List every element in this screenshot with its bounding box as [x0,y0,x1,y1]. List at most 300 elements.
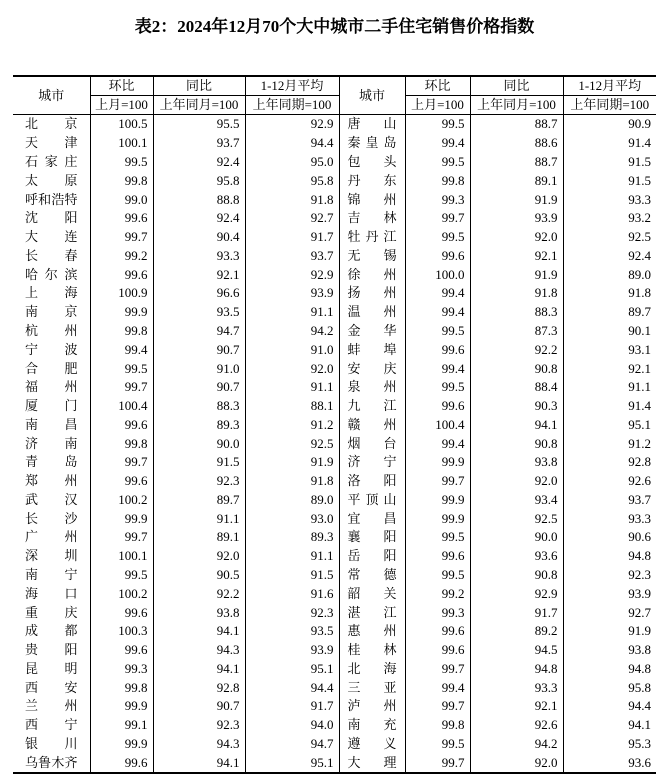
city-label: 天津 [25,135,78,151]
mom-value-left: 100.4 [90,396,153,415]
mom-value-right: 99.5 [405,152,470,171]
city-label: 湛江 [347,604,397,620]
yoy-value-right: 93.3 [470,678,563,697]
table-row [13,415,656,434]
yoy-value-right: 88.3 [470,302,563,321]
mom-value-right: 99.3 [405,603,470,622]
avg-value-left: 92.3 [245,603,339,622]
city-name-left [13,453,90,472]
table-row [13,377,656,396]
city-label: 扬州 [347,285,397,301]
city-name-right [339,434,405,453]
yoy-value-left: 92.8 [153,678,245,697]
city-name-left [13,621,90,640]
city-name-right [339,490,405,509]
avg-value-left: 91.0 [245,340,339,359]
table-row [13,321,656,340]
yoy-value-right: 91.8 [470,284,563,303]
yoy-value-left: 92.3 [153,471,245,490]
yoy-value-left: 90.7 [153,377,245,396]
yoy-value-right: 90.8 [470,434,563,453]
mom-value-right: 100.0 [405,265,470,284]
city-label: 济南 [25,435,78,451]
yoy-value-left: 88.3 [153,396,245,415]
mom-value-left: 100.9 [90,284,153,303]
yoy-value-right: 92.0 [470,227,563,246]
yoy-value-left: 93.7 [153,133,245,152]
city-label: 沈阳 [25,210,78,226]
city-name-right [339,678,405,697]
city-label: 南充 [347,717,397,733]
mom-value-left: 99.8 [90,171,153,190]
mom-value-left: 99.2 [90,246,153,265]
avg-value-left: 91.7 [245,696,339,715]
yoy-value-left: 92.0 [153,546,245,565]
yoy-value-right: 90.8 [470,565,563,584]
city-name-right [339,265,405,284]
city-name-right [339,603,405,622]
city-label: 杭州 [25,323,78,339]
table-row [13,490,656,509]
city-label: 赣州 [347,416,397,432]
yoy-value-left: 94.1 [153,621,245,640]
mom-value-left: 99.5 [90,152,153,171]
avg-value-right: 91.5 [563,152,656,171]
city-name-right [339,171,405,190]
avg-value-left: 95.0 [245,152,339,171]
avg-value-left: 93.0 [245,509,339,528]
header-mom-left: 环比 [90,76,153,95]
city-name-left [13,490,90,509]
table-row [13,302,656,321]
avg-value-right: 92.7 [563,603,656,622]
yoy-value-right: 90.8 [470,359,563,378]
city-name-left [13,471,90,490]
city-label: 长沙 [25,510,78,526]
avg-value-right: 93.2 [563,209,656,228]
avg-value-right: 95.1 [563,415,656,434]
city-name-left [13,171,90,190]
table-row [13,152,656,171]
city-name-right [339,621,405,640]
city-label: 泸州 [347,698,397,714]
table-row [13,659,656,678]
yoy-value-right: 94.2 [470,734,563,753]
city-label: 徐州 [347,266,397,282]
mom-value-right: 99.5 [405,321,470,340]
city-label: 洛阳 [347,473,397,489]
table-row [13,509,656,528]
mom-value-left: 99.9 [90,302,153,321]
city-name-right [339,659,405,678]
mom-value-right: 99.5 [405,114,470,133]
avg-value-right: 91.9 [563,621,656,640]
avg-value-left: 93.5 [245,621,339,640]
avg-value-left: 92.5 [245,434,339,453]
city-label: 无锡 [347,247,397,263]
yoy-value-right: 88.7 [470,114,563,133]
city-label: 郑州 [25,473,78,489]
table-row [13,359,656,378]
yoy-value-left: 89.1 [153,528,245,547]
city-name-left [13,114,90,133]
mom-value-left: 99.4 [90,340,153,359]
city-name-left [13,528,90,547]
city-name-left [13,284,90,303]
avg-value-right: 94.8 [563,546,656,565]
city-label: 重庆 [25,604,78,620]
mom-value-right: 100.4 [405,415,470,434]
city-label: 西安 [25,679,78,695]
mom-value-left: 100.1 [90,133,153,152]
yoy-value-right: 93.6 [470,546,563,565]
avg-value-right: 92.4 [563,246,656,265]
city-label: 广州 [25,529,78,545]
city-label: 北京 [25,116,78,132]
city-label: 太原 [25,172,78,188]
city-label: 成都 [25,623,78,639]
avg-value-right: 92.8 [563,453,656,472]
city-label: 韶关 [347,585,397,601]
avg-value-left: 94.7 [245,734,339,753]
avg-value-left: 91.5 [245,565,339,584]
yoy-value-right: 94.5 [470,640,563,659]
city-label: 岳阳 [347,548,397,564]
mom-value-left: 99.6 [90,415,153,434]
yoy-value-right: 93.9 [470,209,563,228]
city-name-right [339,377,405,396]
mom-value-right: 99.5 [405,377,470,396]
mom-value-left: 99.7 [90,227,153,246]
city-name-right [339,415,405,434]
header-avg-left: 1-12月平均 [245,76,339,95]
avg-value-right: 92.5 [563,227,656,246]
city-label: 包头 [347,154,397,170]
city-name-left [13,209,90,228]
yoy-value-right: 92.0 [470,753,563,773]
city-name-left [13,696,90,715]
mom-value-right: 99.2 [405,584,470,603]
table-row [13,734,656,753]
yoy-value-right: 93.4 [470,490,563,509]
mom-value-right: 99.6 [405,640,470,659]
yoy-value-right: 92.0 [470,471,563,490]
mom-value-right: 99.4 [405,359,470,378]
avg-value-left: 92.9 [245,114,339,133]
city-name-right [339,471,405,490]
city-name-right [339,114,405,133]
city-label: 银川 [25,735,78,751]
mom-value-right: 99.8 [405,171,470,190]
yoy-value-left: 94.3 [153,734,245,753]
avg-value-left: 89.3 [245,528,339,547]
city-label: 大理 [347,754,397,770]
mom-value-left: 99.6 [90,471,153,490]
city-name-left [13,603,90,622]
avg-value-left: 93.9 [245,640,339,659]
city-label: 福州 [25,379,78,395]
city-label: 昆明 [25,660,78,676]
city-name-right [339,509,405,528]
city-name-left [13,753,90,773]
yoy-value-right: 92.2 [470,340,563,359]
mom-value-right: 99.6 [405,396,470,415]
avg-value-left: 93.7 [245,246,339,265]
avg-value-left: 88.1 [245,396,339,415]
header-city-left: 城市 [13,76,90,114]
mom-value-left: 100.1 [90,546,153,565]
avg-value-right: 91.8 [563,284,656,303]
mom-value-left: 100.3 [90,621,153,640]
yoy-value-left: 90.5 [153,565,245,584]
yoy-value-left: 91.5 [153,453,245,472]
mom-value-right: 99.6 [405,546,470,565]
mom-value-left: 99.7 [90,528,153,547]
mom-value-right: 99.7 [405,753,470,773]
avg-value-left: 91.9 [245,453,339,472]
city-label: 烟台 [347,435,397,451]
avg-value-right: 91.4 [563,396,656,415]
city-label: 丹东 [347,172,397,188]
avg-value-right: 91.4 [563,133,656,152]
city-name-right [339,753,405,773]
mom-value-right: 99.4 [405,284,470,303]
city-name-left [13,377,90,396]
table-row [13,114,656,133]
city-label: 温州 [347,304,397,320]
avg-value-left: 89.0 [245,490,339,509]
yoy-value-right: 89.1 [470,171,563,190]
table-row [13,696,656,715]
yoy-value-right: 87.3 [470,321,563,340]
yoy-value-right: 92.5 [470,509,563,528]
table-row [13,678,656,697]
yoy-value-left: 90.7 [153,696,245,715]
avg-value-left: 94.2 [245,321,339,340]
mom-value-right: 99.5 [405,565,470,584]
city-name-left [13,640,90,659]
yoy-value-left: 95.5 [153,114,245,133]
city-label: 宁波 [25,341,78,357]
city-name-right [339,715,405,734]
avg-value-right: 94.1 [563,715,656,734]
mom-value-left: 99.3 [90,659,153,678]
city-name-left [13,415,90,434]
avg-value-right: 91.2 [563,434,656,453]
table-row [13,284,656,303]
table-row [13,227,656,246]
mom-value-right: 99.8 [405,715,470,734]
avg-value-left: 91.8 [245,190,339,209]
yoy-value-left: 92.3 [153,715,245,734]
city-name-right [339,302,405,321]
avg-value-right: 91.5 [563,171,656,190]
city-label: 哈尔滨 [25,266,78,282]
avg-value-left: 94.4 [245,678,339,697]
table-row [13,584,656,603]
header-avg-right: 1-12月平均 [563,76,656,95]
avg-value-left: 91.1 [245,546,339,565]
yoy-value-right: 90.3 [470,396,563,415]
table-row [13,265,656,284]
city-label: 大连 [25,229,78,245]
city-label: 秦皇岛 [347,135,397,151]
mom-value-right: 99.4 [405,302,470,321]
yoy-value-left: 94.3 [153,640,245,659]
yoy-value-left: 94.7 [153,321,245,340]
city-name-left [13,302,90,321]
city-name-right [339,190,405,209]
yoy-value-left: 93.3 [153,246,245,265]
avg-value-right: 93.9 [563,584,656,603]
city-label: 海口 [25,585,78,601]
avg-value-right: 89.0 [563,265,656,284]
yoy-value-left: 92.4 [153,209,245,228]
avg-value-right: 90.9 [563,114,656,133]
city-name-left [13,265,90,284]
header-mom-base-left: 上月=100 [90,95,153,114]
city-name-right [339,546,405,565]
mom-value-right: 99.7 [405,696,470,715]
mom-value-left: 99.6 [90,753,153,773]
city-name-right [339,453,405,472]
yoy-value-right: 91.9 [470,190,563,209]
avg-value-right: 93.6 [563,753,656,773]
yoy-value-right: 93.8 [470,453,563,472]
table-row [13,453,656,472]
table-row [13,621,656,640]
city-name-left [13,434,90,453]
city-name-right [339,152,405,171]
price-index-table [13,75,656,774]
yoy-value-left: 96.6 [153,284,245,303]
avg-value-left: 92.7 [245,209,339,228]
city-name-right [339,565,405,584]
mom-value-left: 100.5 [90,114,153,133]
table-row [13,565,656,584]
avg-value-right: 95.8 [563,678,656,697]
city-name-left [13,734,90,753]
city-label: 金华 [347,323,397,339]
city-name-right [339,133,405,152]
yoy-value-right: 94.8 [470,659,563,678]
mom-value-left: 99.8 [90,434,153,453]
table-row [13,396,656,415]
mom-value-right: 99.3 [405,190,470,209]
mom-value-left: 100.2 [90,584,153,603]
city-name-right [339,284,405,303]
mom-value-right: 99.9 [405,490,470,509]
city-label: 南京 [25,304,78,320]
avg-value-right: 94.4 [563,696,656,715]
header-row-2 [13,95,656,114]
city-label: 合肥 [25,360,78,376]
mom-value-left: 99.9 [90,734,153,753]
city-label: 吉林 [347,210,397,226]
avg-value-left: 91.7 [245,227,339,246]
table-body [13,114,656,773]
table-row [13,603,656,622]
avg-value-left: 94.4 [245,133,339,152]
avg-value-left: 91.2 [245,415,339,434]
city-name-right [339,696,405,715]
avg-value-left: 91.1 [245,302,339,321]
table-row [13,133,656,152]
city-name-left [13,359,90,378]
city-name-left [13,396,90,415]
yoy-value-left: 89.3 [153,415,245,434]
avg-value-right: 92.3 [563,565,656,584]
city-label: 南宁 [25,566,78,582]
city-name-right [339,246,405,265]
city-name-left [13,509,90,528]
mom-value-left: 99.8 [90,678,153,697]
city-label: 蚌埠 [347,341,397,357]
avg-value-right: 93.3 [563,509,656,528]
table-row [13,640,656,659]
city-name-left [13,546,90,565]
mom-value-right: 99.7 [405,659,470,678]
yoy-value-right: 92.1 [470,696,563,715]
city-name-left [13,659,90,678]
yoy-value-left: 94.1 [153,659,245,678]
avg-value-right: 91.1 [563,377,656,396]
mom-value-right: 99.7 [405,209,470,228]
city-label: 常德 [347,566,397,582]
mom-value-left: 99.6 [90,603,153,622]
yoy-value-left: 92.4 [153,152,245,171]
city-label: 武汉 [25,491,78,507]
header-row-1 [13,76,656,95]
mom-value-right: 99.6 [405,340,470,359]
city-label: 宜昌 [347,510,397,526]
header-avg-base-left: 上年同期=100 [245,95,339,114]
mom-value-right: 99.6 [405,246,470,265]
city-name-left [13,190,90,209]
mom-value-left: 99.9 [90,696,153,715]
avg-value-left: 95.1 [245,753,339,773]
avg-value-right: 93.3 [563,190,656,209]
avg-value-right: 89.7 [563,302,656,321]
city-label: 襄阳 [347,529,397,545]
yoy-value-left: 93.5 [153,302,245,321]
avg-value-left: 91.1 [245,377,339,396]
city-label: 遵义 [347,735,397,751]
mom-value-left: 99.6 [90,640,153,659]
city-label: 三亚 [347,679,397,695]
yoy-value-left: 91.0 [153,359,245,378]
city-name-right [339,396,405,415]
table-row [13,546,656,565]
mom-value-right: 99.9 [405,509,470,528]
yoy-value-left: 90.7 [153,340,245,359]
table-row [13,715,656,734]
city-name-right [339,340,405,359]
yoy-value-left: 90.4 [153,227,245,246]
city-name-left [13,678,90,697]
yoy-value-right: 92.9 [470,584,563,603]
avg-value-left: 95.8 [245,171,339,190]
city-label: 上海 [25,285,78,301]
avg-value-left: 93.9 [245,284,339,303]
mom-value-left: 99.8 [90,321,153,340]
city-label: 锦州 [347,191,397,207]
mom-value-left: 99.5 [90,565,153,584]
city-name-right [339,227,405,246]
city-name-left [13,321,90,340]
city-name-left [13,152,90,171]
yoy-value-right: 92.1 [470,246,563,265]
